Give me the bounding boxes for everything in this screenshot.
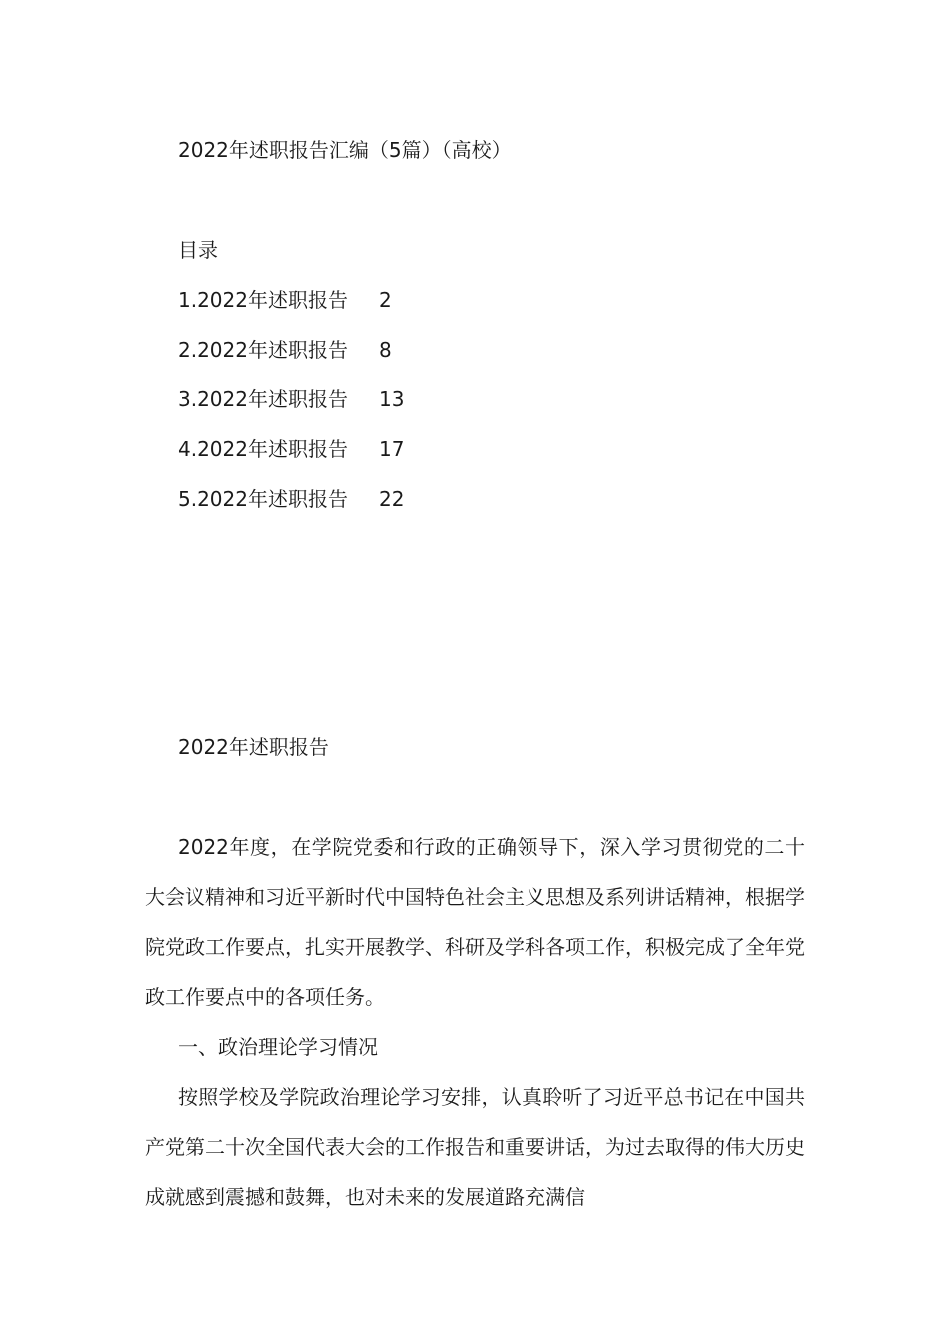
toc-item[interactable]: [178, 485, 404, 513]
section-title: 2022年述职报告: [178, 735, 329, 759]
toc-item-page: 2: [379, 288, 392, 312]
toc-item-page: 17: [379, 437, 405, 461]
body-paragraph: 2022年度，在学院党委和行政的正确领导下，深入学习贯彻党的二十大会议精神和习近平新时代中国特色社会主义思想及系列讲话精神，根据学院党政工作要点，扎实开展教学、科研及学科各项工作，积极完成了全年党政工作要点中的各项任务。: [145, 835, 805, 1009]
toc-item-label: 1.2022年述职报告: [178, 288, 348, 312]
toc-item[interactable]: [178, 385, 404, 413]
toc-item-label: 4.2022年述职报告: [178, 437, 348, 461]
toc-item[interactable]: [178, 286, 392, 314]
toc-item-page: 8: [379, 338, 392, 362]
toc-item[interactable]: [178, 435, 404, 463]
document-title: 2022年述职报告汇编（5篇）（高校）: [178, 138, 512, 162]
toc-item-label: 2.2022年述职报告: [178, 338, 348, 362]
toc-item-page: 22: [379, 487, 405, 511]
toc-heading: 目录: [178, 238, 218, 262]
section-heading: 一、政治理论学习情况: [178, 1035, 378, 1059]
toc-item-label: 5.2022年述职报告: [178, 487, 348, 511]
body-paragraph: 按照学校及学院政治理论学习安排，认真聆听了习近平总书记在中国共产党第二十次全国代表大会的工作报告和重要讲话，为过去取得的伟大历史成就感到震撼和鼓舞，也对未来的发展道路充满信: [145, 1085, 805, 1209]
toc-item[interactable]: [178, 336, 392, 364]
toc-item-page: 13: [379, 387, 405, 411]
toc-item-label: 3.2022年述职报告: [178, 387, 348, 411]
